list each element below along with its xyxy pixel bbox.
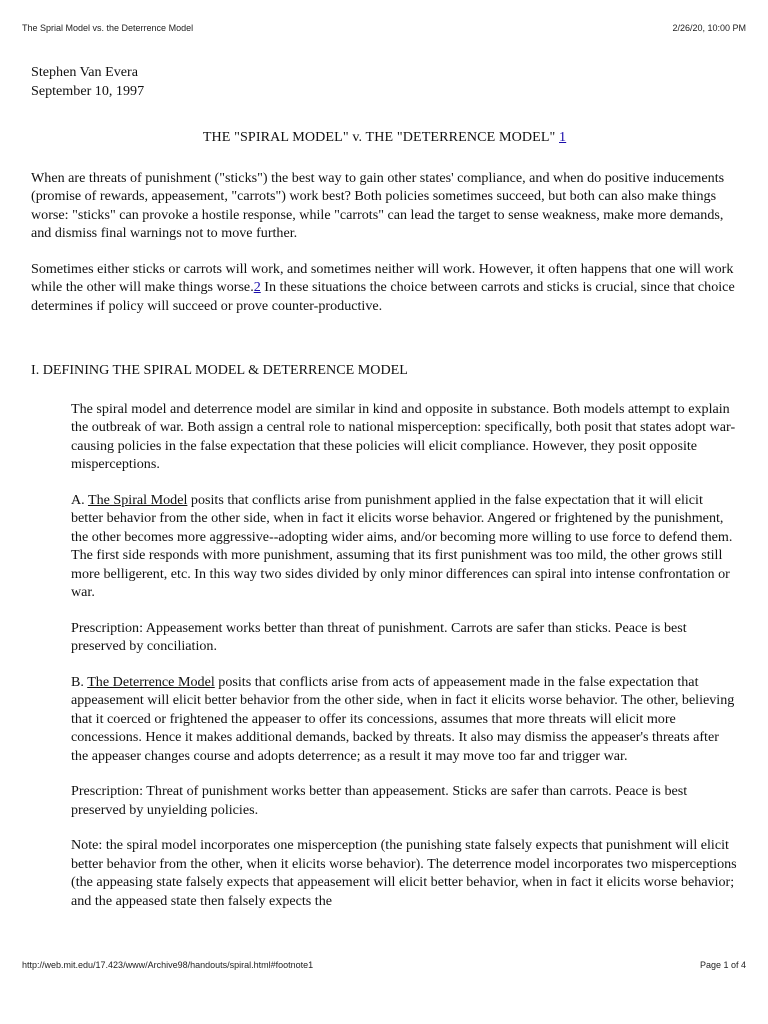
deterrence-model-paragraph xyxy=(71,673,738,766)
footnote-link-2[interactable]: 2 xyxy=(253,279,261,295)
author-name: Stephen Van Evera xyxy=(31,64,138,80)
title-text: THE "SPIRAL MODEL" v. THE "DETERRENCE MODEL" xyxy=(202,129,556,145)
spiral-model-term: The Spiral Model xyxy=(87,491,188,508)
deterrence-model-term: The Deterrence Model xyxy=(87,673,215,690)
intro-paragraph-2-continued: In these situations the choice between carrots and sticks is crucial, since that choice determines if policy will succeed or prove counter-productive. xyxy=(31,279,735,314)
deterrence-model-text: posits that conflicts arise from acts of appeasement made in the false expectation that appeasement will elicit better behavior from the other side, when in fact it elicits worse behavior. The other, believing that it coerced or frightened the appeaser to offer its concessions, assumes that more threats will elicit more concessions. Hence it makes additional demands, backed by threats. It also may dismiss the appeaser's threats after the appeaser changes course and adopts deterrence; as a result it may move too far and trigger war. xyxy=(71,673,735,764)
section-content xyxy=(71,400,738,911)
page-title xyxy=(31,128,738,147)
print-footer xyxy=(0,960,768,970)
print-datetime: 2/26/20, 10:00 PM xyxy=(672,23,746,33)
spiral-prescription: Prescription: Appeasement works better than threat of punishment. Carrots are safer than sticks. Peace is best preserved by conciliation. xyxy=(71,619,687,654)
page-number: Page 1 of 4 xyxy=(699,960,746,970)
footnote-link-1[interactable]: 1 xyxy=(559,129,567,145)
spiral-prefix: A. xyxy=(71,491,88,508)
section-heading: I. DEFINING THE SPIRAL MODEL & DETERRENCE MODEL xyxy=(31,362,408,378)
deterrence-prefix: B. xyxy=(71,673,88,690)
deterrence-prescription: Prescription: Threat of punishment works better than appeasement. Sticks are safer than carrots. Peace is best preserved by unyielding policies. xyxy=(71,783,688,818)
intro-paragraph-2 xyxy=(31,260,738,316)
document-body xyxy=(31,63,738,927)
section-paragraph: The spiral model and deterrence model are similar in kind and opposite in substance. Both models attempt to explain the outbreak of war. Both assign a central role to national misperception: specifically, both posit that states adopt war-causing policies in the false expectation that these policies will elicit compliance. However, they posit opposite misperceptions. xyxy=(71,400,736,472)
spiral-model-paragraph xyxy=(71,491,738,602)
print-header xyxy=(0,23,768,33)
spiral-model-text: posits that conflicts arise from punishment applied in the false expectation that it will elicit better behavior from the other side, when in fact it elicits worse behavior. Angered or frightened by the punishment, the other becomes more aggressive--adopting wider aims, and/or becoming more willing to use force to defend them. The first side responds with more punishment, assuming that its first punishment was too mild, the other grows still more belligerent, etc. In this way two sides divided by only minor differences can spiral into intense confrontation or war. xyxy=(71,491,733,600)
document-title: The Sprial Model vs. the Deterrence Model xyxy=(22,23,194,33)
page-url: http://web.mit.edu/17.423/www/Archive98/handouts/spiral.html#footnote1 xyxy=(22,960,314,970)
note-paragraph: Note: the spiral model incorporates one misperception (the punishing state falsely expects that punishment will elicit better behavior from the other, when it elicits worse behavior). The deterrence model incorporates two misperceptions (the appeasing state falsely expects that appeasement will elicit better behavior, when in fact it elicits worse behavior; and the appeased state then falsely expects the xyxy=(71,837,737,909)
document-date: September 10, 1997 xyxy=(31,82,145,99)
intro-paragraph-2-text: Sometimes either sticks or carrots will work, and sometimes neither will work. However, it often happens that one will work while the other will make things worse. xyxy=(31,260,734,295)
intro-paragraph-1: When are threats of punishment ("sticks") the best way to gain other states' compliance, and when do positive inducements (promise of rewards, appeasement, "carrots") work best? Both policies sometimes succeed, but both can also make things worse: "sticks" can provoke a hostile response, while "carrots" can lead the target to sense weakness, make more demands, and dismiss final warnings not to move further. xyxy=(31,169,725,241)
